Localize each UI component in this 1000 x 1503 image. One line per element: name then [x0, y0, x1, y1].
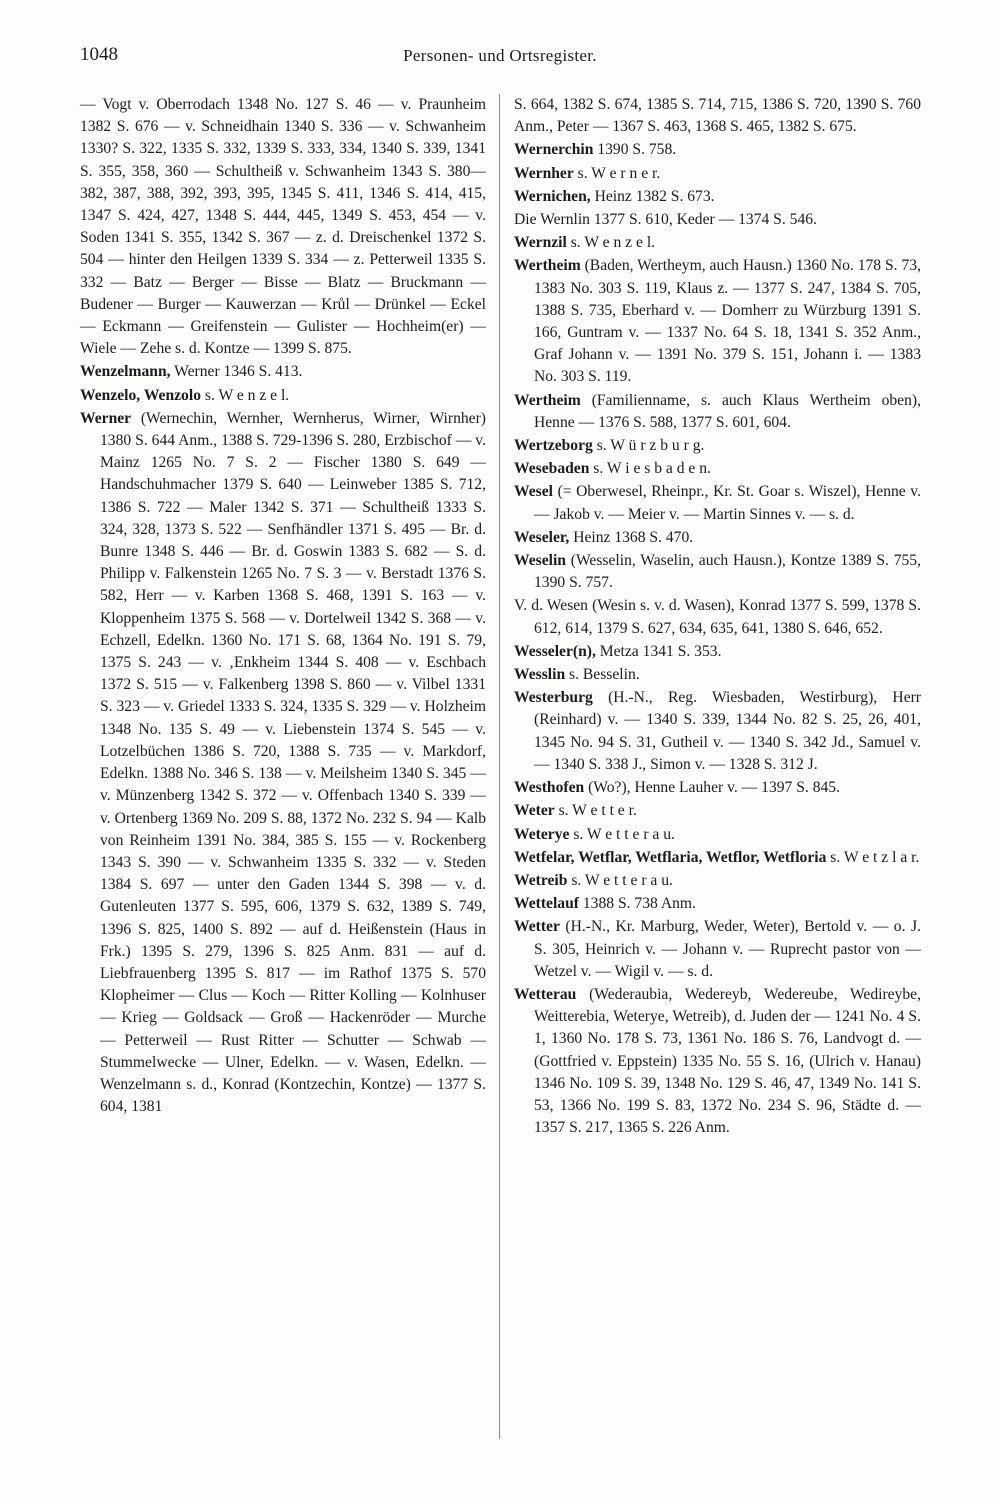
entry-headword: Wertheim — [514, 391, 581, 409]
entry-text: (Familienname, s. auch Klaus Wertheim oben), Henne — 1376 S. 588, 1377 S. 601, 604. — [534, 391, 921, 431]
index-entry — [514, 664, 921, 686]
index-entry — [514, 984, 921, 1139]
entry-headword: Weselin — [514, 552, 566, 570]
entry-text: s. W e n z e l. — [201, 386, 290, 404]
index-entry — [514, 481, 921, 525]
entry-headword: Wettelauf — [514, 895, 579, 913]
column-divider — [499, 94, 500, 1439]
entry-headword: Wetfelar, Wetflar, Wetflaria, Wetflor, Wetfloria — [514, 848, 827, 866]
index-entry — [514, 458, 921, 480]
entry-text: (Wernechin, Wernher, Wernherus, Wirner, Wirnher) 1380 S. 644 Anm., 1388 S. 729-1396 S. 280, Erzbischof — v. Mainz 1265 No. 7 S. 2 — Fischer 1380 S. 649 — Handschuhmacher 1379 S. 640 — Leinweber 1385 S. 712, 1386 S. 722 — Maler 1342 S. 371 — Schultheiß 1333 S. 324, 328, 1373 S. 522 — Senfhändler 1371 S. 495 — Br. d. Bunre 1348 S. 446 — Br. d. Goswin 1383 S. 682 — S. d. Philipp v. Falkenstein 1265 No. 7 S. 3 — v. Berstadt 1376 S. 582, Herr — v. Karben 1368 S. 468, 1391 S. 163 — v. Kloppenheim 1375 S. 568 — v. Dortelweil 1342 S. 368 — v. Echzell, Edelkn. 1360 No. 171 S. 68, 1364 No. 191 S. 79, 1375 S. 243 — v. ‚Enkheim 1344 S. 408 — v. Eschbach 1372 S. 515 — v. Falkenberg 1398 S. 860 — v. Vilbel 1331 S. 323 — v. Griedel 1333 S. 324, 1335 S. 329 — v. Holzheim 1348 No. 135 S. 49 — v. Liebenstein 1374 S. 545 — v. Lotzelbüchen 1386 S. 720, 1388 S. 735 — v. Markdorf, Edelkn. 1388 No. 346 S. 138 — v. Meilsheim 1340 S. 345 — v. Münzenberg 1342 S. 372 — v. Offenbach 1340 S. 339 — v. Ortenberg 1369 No. 209 S. 88, 1372 No. 232 S. 94 — Kalb von Reinheim 1391 No. 384, 385 S. 155 — v. Rockenberg 1343 S. 390 — v. Schwanheim 1335 S. 332 — v. Steden 1384 S. 697 — unter den Gaden 1344 S. 398 — v. d. Gutenleuten 1377 S. 595, 606, 1379 S. 632, 1389 S. 749, 1396 S. 825, 1400 S. 892 — auf d. Heißenstein (Haus in Frk.) 1395 S. 279, 1396 S. 825 Anm. 831 — auf d. Liebfrauenberg 1395 S. 817 — im Rathof 1375 S. 570 Klopheimer — Clus — Koch — Ritter Kolling — Kolnhuser — Krieg — Goldsack — Groß — Hackenröder — Murche — Petterweil — Rust Ritter — Schutter — Schwab — Stummelwecke — Ulner, Edelkn. — v. Wasen, Edelkn. — Wenzelmann s. d., Konrad (Kontzechin, Kontze) — 1377 S. 604, 1381 — [100, 409, 486, 1116]
index-entry — [514, 595, 921, 639]
entry-text: V. d. Wesen (Wesin s. v. d. Wasen), Konrad 1377 S. 599, 1378 S. 612, 614, 1379 S. 627, 634, 635, 641, 1380 S. 646, 652. — [514, 597, 921, 637]
index-entry — [514, 870, 921, 892]
index-entry — [514, 893, 921, 915]
entry-headword: Wenzelo, Wenzolo — [80, 386, 201, 404]
index-entry — [514, 641, 921, 663]
entry-text: Heinz 1382 S. 673. — [590, 187, 715, 205]
entry-text: s. W e t z l a r. — [826, 848, 920, 866]
index-entry — [514, 800, 921, 822]
entry-headword: Weter — [514, 802, 555, 820]
index-entry — [514, 550, 921, 594]
index-entry — [514, 435, 921, 457]
index-entry — [514, 777, 921, 799]
entry-headword: Wetreib — [514, 871, 568, 889]
index-entry — [514, 687, 921, 776]
entry-text: s. W e t t e r a u. — [569, 825, 675, 843]
entry-text: Werner 1346 S. 413. — [170, 363, 303, 381]
entry-headword: Wernichen, — [514, 187, 591, 205]
entry-text: s. Besselin. — [565, 666, 640, 684]
entry-text: (Wo?), Henne Lauher v. — 1397 S. 845. — [584, 779, 841, 797]
index-entry — [514, 527, 921, 549]
entry-headword: Wernerchin — [514, 141, 594, 159]
entry-headword: Wetterau — [514, 985, 577, 1003]
entry-text: (H.-N., Reg. Wiesbaden, Westirburg), Herr (Reinhard) v. — 1340 S. 339, 1344 No. 82 S. 25, 26, 401, 1345 No. 94 S. 31, Gutheil v. — 1340 S. 342 Jd., Samuel v. — 1340 S. 338 J., Simon v. — 1328 S. 312 J. — [534, 689, 921, 773]
entry-headword: Weseler, — [514, 528, 570, 546]
index-entry — [80, 361, 486, 383]
entry-text: Die Wernlin 1377 S. 610, Keder — 1374 S. 546. — [514, 211, 817, 229]
running-head: Personen- und Ortsregister. — [403, 46, 597, 65]
right-column — [514, 94, 921, 1140]
entry-text: s. W e r n e r. — [573, 164, 661, 182]
entry-text: (H.-N., Kr. Marburg, Weder, Weter), Bertold v. — o. J. S. 305, Heinrich v. — Johann v. — Ruprecht pastor von — Wetzel v. — Wigil v. — s. d. — [534, 918, 921, 980]
entry-headword: Wetter — [514, 918, 560, 936]
entry-headword: Wernzil — [514, 234, 567, 252]
entry-text: s. W e t t e r. — [554, 802, 637, 820]
entry-text: Metza 1341 S. 353. — [595, 642, 722, 660]
index-entry — [514, 916, 921, 983]
index-entry — [514, 94, 921, 138]
entry-headword: Wesslin — [514, 666, 566, 684]
index-entry — [514, 139, 921, 161]
index-entry — [80, 94, 486, 360]
index-entry — [514, 390, 921, 434]
index-entry — [514, 847, 921, 869]
entry-headword: Wesseler(n), — [514, 642, 596, 660]
entry-text: (= Oberwesel, Rheinpr., Kr. St. Goar s. Wiszel), Henne v. — Jakob v. — Meier v. — Martin Sinnes v. — s. d. — [534, 483, 921, 523]
index-entry — [514, 824, 921, 846]
entry-headword: Wertheim — [514, 257, 581, 275]
index-entry — [80, 385, 486, 407]
entry-text: 1390 S. 758. — [593, 141, 677, 159]
entry-text: (Baden, Wertheym, auch Hausn.) 1360 No. 178 S. 73, 1383 No. 303 S. 119, Klaus z. — 1377 S. 247, 1384 S. 705, 1388 S. 735, Eberhard v. — Domherr zu Würzburg 1391 S. 166, Guntram v. — 1337 No. 64 S. 18, 1341 S. 352 Anm., Graf Johann v. — 1391 No. 379 S. 151, Johann i. — 1383 No. 303 S. 119. — [534, 257, 921, 386]
entry-text: (Wesselin, Waselin, auch Hausn.), Kontze 1389 S. 755, 1390 S. 757. — [534, 552, 921, 592]
index-entry — [514, 209, 921, 231]
left-column — [80, 94, 486, 1119]
entry-text: 1388 S. 738 Anm. — [578, 895, 696, 913]
index-entry — [80, 408, 486, 1119]
entry-headword: Westerburg — [514, 689, 593, 707]
entry-headword: Wertzeborg — [514, 437, 593, 455]
entry-headword: Westhofen — [514, 779, 585, 797]
entry-headword: Wenzelmann, — [80, 363, 171, 381]
entry-text: s. W e t t e r a u. — [567, 871, 673, 889]
entry-headword: Wernher — [514, 164, 574, 182]
entry-text: Heinz 1368 S. 470. — [569, 528, 694, 546]
entry-text: s. W ü r z b u r g. — [592, 437, 705, 455]
entry-text: s. W e n z e l. — [566, 234, 656, 252]
entry-text: s. W i e s b a d e n. — [589, 460, 711, 478]
index-entry — [514, 232, 921, 254]
entry-text: — Vogt v. Oberrodach 1348 No. 127 S. 46 — v. Praunheim 1382 S. 676 — v. Schneidhain 1340 S. 336 — v. Schwanheim 1330? S. 322, 1335 S. 332, 1339 S. 333, 334, 1340 S. 339, 1341 S. 355, 358, 360 — Schultheiß v. Schwanheim 1343 S. 380—382, 387, 388, 392, 393, 395, 1345 S. 411, 1346 S. 414, 415, 1347 S. 424, 427, 1348 S. 444, 445, 1349 S. 453, 454 — v. Soden 1341 S. 355, 1342 S. 367 — z. d. Dreischenkel 1372 S. 504 — hinter den Heilgen 1339 S. 334 — z. Petterweil 1335 S. 332 — Batz — Berger — Bisse — Blatz — Bruckmann — Budener — Burger — Kauwerzan — Krůl — Drünkel — Eckel — Eckmann — Greifenstein — Gulister — Hochheim(er) — Wiele — Zehe s. d. Kontze — 1399 S. 875. — [80, 96, 486, 358]
index-entry — [514, 255, 921, 388]
entry-headword: Werner — [80, 409, 132, 427]
entry-headword: Wesel — [514, 483, 553, 501]
entry-headword: Wesebaden — [514, 460, 590, 478]
entry-text: (Wederaubia, Wedereyb, Wedereube, Wedireybe, Weitterebia, Weterye, Wetreib), d. Juden der — 1241 No. 4 S. 1, 1360 No. 178 S. 73, 1361 No. 186 S. 76, Landvogt d. — (Gottfried v. Eppstein) 1335 No. 55 S. 16, (Ulrich v. Hanau) 1346 No. 109 S. 39, 1348 No. 129 S. 46, 47, 1349 No. 141 S. 53, 1366 No. 199 S. 83, 1372 No. 234 S. 96, Städte d. — 1357 S. 217, 1365 S. 226 Anm. — [534, 985, 921, 1137]
entry-text: S. 664, 1382 S. 674, 1385 S. 714, 715, 1386 S. 720, 1390 S. 760 Anm., Peter — 1367 S. 463, 1368 S. 465, 1382 S. 675. — [514, 96, 921, 136]
index-entry — [514, 163, 921, 185]
index-entry — [514, 186, 921, 208]
page-number: 1048 — [80, 44, 118, 65]
entry-headword: Weterye — [514, 825, 570, 843]
